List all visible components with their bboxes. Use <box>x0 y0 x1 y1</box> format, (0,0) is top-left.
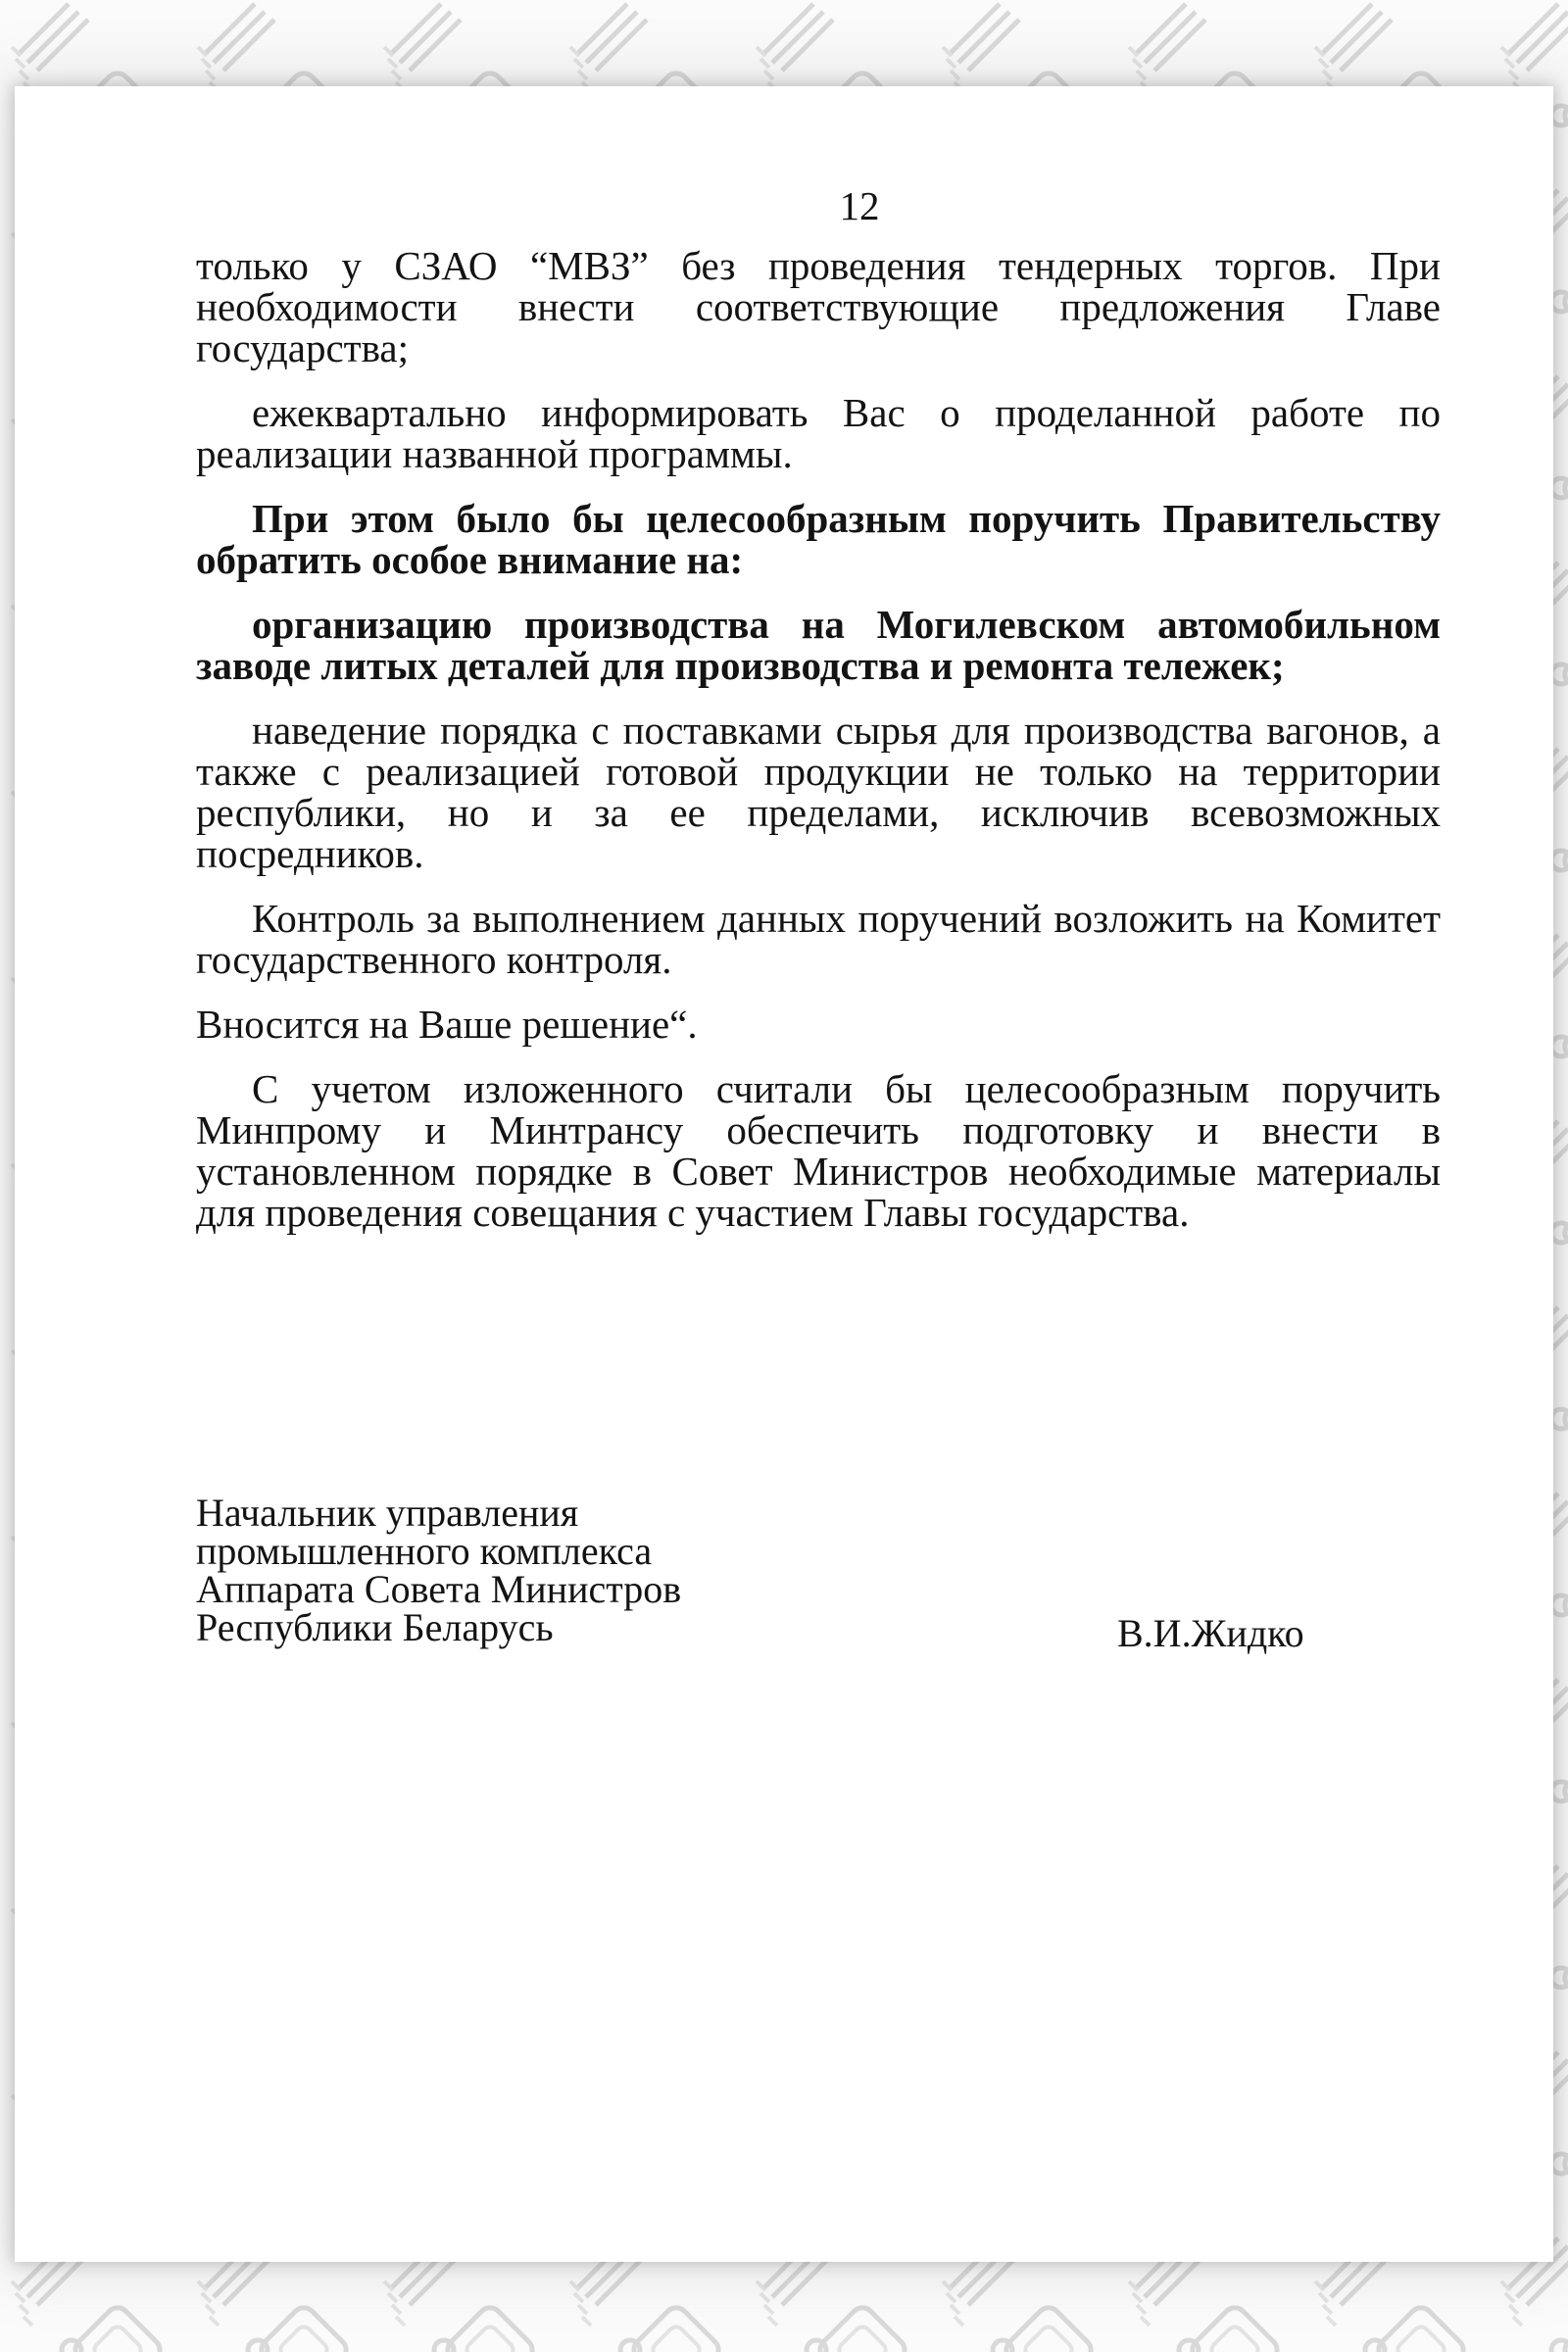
paragraph-bold: организацию производства на Могилевском автомобильном заводе литых деталей для производства и ремонта тележек; <box>196 602 1441 688</box>
paragraph-bold: При этом было бы целесообразным поручить Правительству обратить особое внимание на: <box>196 496 1441 582</box>
signature-title-line-1: Начальник управления <box>196 1491 579 1535</box>
paragraph: ежеквартально информировать Вас о проделанной работе по реализации названной программы. <box>196 390 1441 476</box>
document-content <box>196 86 1441 1655</box>
paragraph: только у СЗАО “МВЗ” без проведения тендерных торгов. При необходимости внести соответствующие предложения Главе государства; <box>196 243 1441 370</box>
paragraph: С учетом изложенного считали бы целесообразным поручить Минпрому и Минтрансу обеспечить подготовку и внести в установленном порядке в Совет Министров необходимые материалы для проведения совещания с участием Главы государства. <box>196 1066 1441 1235</box>
signature-block <box>196 1491 1441 1655</box>
paragraph: Контроль за выполнением данных поручений возложить на Комитет государственного контроля. <box>196 896 1441 982</box>
paragraph: наведение порядка с поставками сырья для производства вагонов, а также с реализацией готовой продукции не только на территории республики, но и за ее пределами, исключив всевозможных посредников. <box>196 708 1441 876</box>
signature-title-line-3: Аппарата Совета Министров <box>196 1567 682 1611</box>
signature-name: В.И.Жидко <box>1117 1611 1304 1655</box>
paragraph: Вносится на Ваше решение“. <box>196 1002 698 1047</box>
signature-title-line-4: Республики Беларусь <box>196 1605 554 1649</box>
signature-title-line-2: промышленного комплекса <box>196 1529 653 1573</box>
page-number: 12 <box>839 183 880 228</box>
document-page <box>15 86 1553 2262</box>
